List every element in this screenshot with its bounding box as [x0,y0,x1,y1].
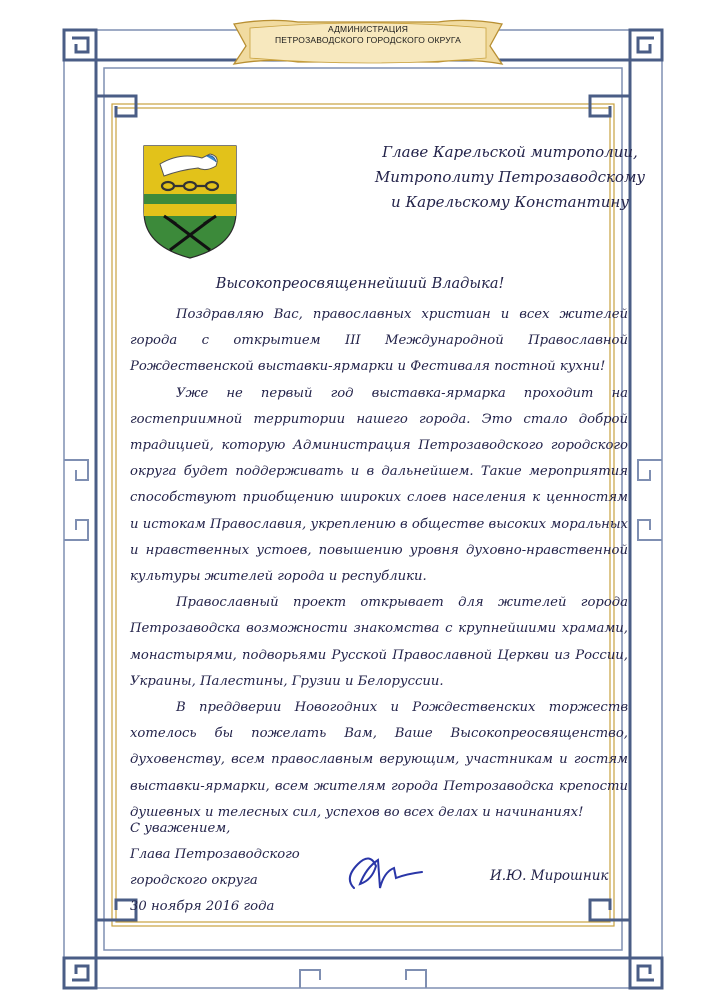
paragraph-3: Православный проект открывает для жителей города Петрозаводска возможности знакомства с крупнейшими храмами, монастырями, подворьями Русской Православной Церкви из России, Украины, Палестины, Грузии и Белоруссии. [130,595,628,689]
letter-body [130,302,628,826]
header-ribbon-text [228,24,508,46]
closing-date: 30 ноября 2016 года [130,899,275,914]
addressee-block [360,140,660,215]
handwritten-signature [336,838,426,900]
closing-title-1: Глава Петрозаводского [130,847,300,862]
addressee-line-1: Главе Карельской митрополии, [382,143,638,161]
closing-block [130,816,330,920]
ribbon-line-2: ПЕТРОЗАВОДСКОГО ГОРОДСКОГО ОКРУГА [275,35,461,45]
ribbon-line-1: АДМИНИСТРАЦИЯ [327,24,409,34]
paragraph-1: Поздравляю Вас, православных христиан и всех жителей города с открытием III Международной Православной Рождественской выставки-ярмарки и Фестиваля постной кухни! [130,307,628,375]
paragraph-4: В преддверии Новогодних и Рождественских торжеств хотелось бы пожелать Вам, Ваше Высокопреосвященство, духовенству, всем православным верующим, участникам и гостям выставки-ярмарки, всем жителям города Петрозаводска крепости душевных и телесных сил, успехов во всех делах и начинаниях! [130,700,628,820]
addressee-line-3: и Карельскому Константину [391,193,629,211]
salutation: Высокопреосвященнейший Владыка! [215,276,505,292]
signer-name: И.Ю. Мирошник [490,868,609,884]
paragraph-2: Уже не первый год выставка-ярмарка проходит на гостеприимной территории нашего города. Это стало доброй традицией, которую Администрация Петрозаводского городского округа будет поддерживать и в дальнейшем. Такие мероприятия способствуют приобщению широких слоев населения к ценностям и истокам Православия, укреплению в обществе высоких моральных и нравственных устоев, повышению уровня духовно-нравственной культуры жителей города и республики. [130,385,628,585]
addressee-line-2: Митрополиту Петрозаводскому [374,168,646,186]
closing-title-2: городского округа [130,873,258,888]
coat-of-arms-icon [140,142,240,260]
closing-regards: С уважением, [130,821,231,836]
